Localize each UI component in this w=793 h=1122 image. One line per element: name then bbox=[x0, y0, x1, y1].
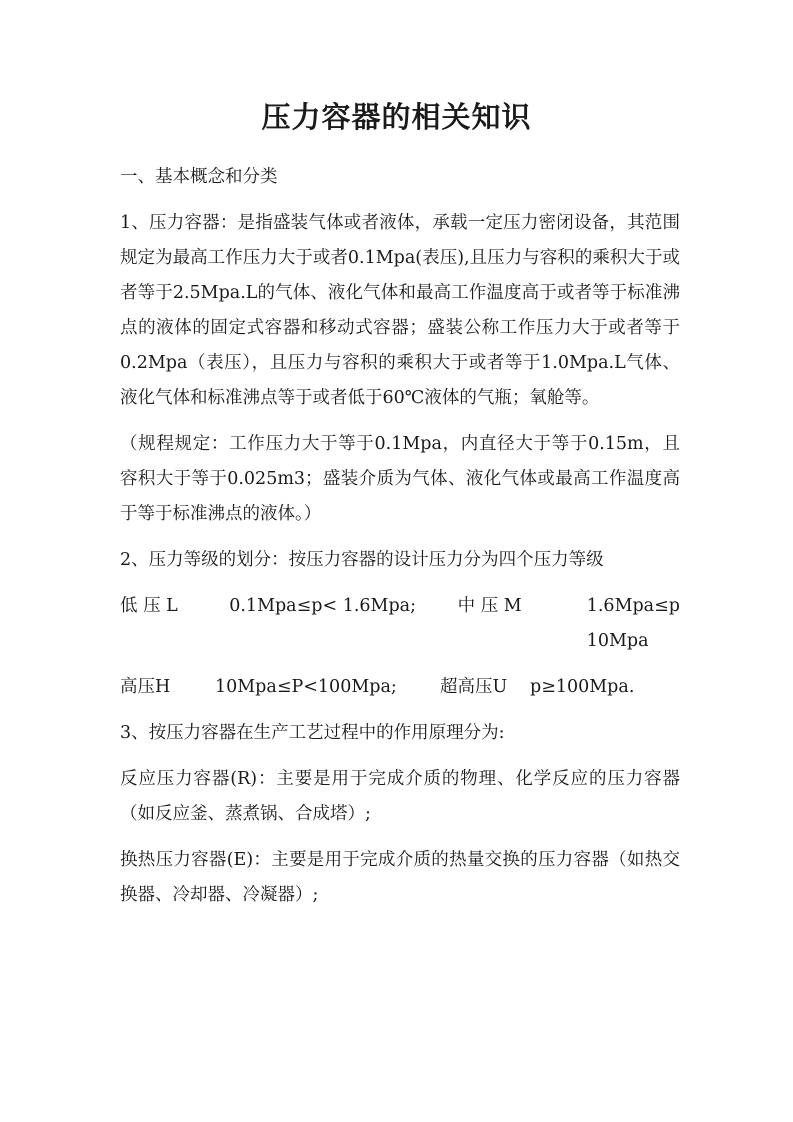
section-heading: 一、基本概念和分类 bbox=[120, 167, 278, 187]
paragraph-pressure-grades: 2、压力等级的划分：按压力容器的设计压力分为四个压力等级 bbox=[120, 550, 604, 570]
paragraph-heat-exchange-vessel: 换热压力容器(E)：主要是用于完成介质的热量交换的压力容器（如热交换器、冷却器、冷凝器）; bbox=[120, 850, 680, 905]
paragraph-regulation: （规程规定：工作压力大于等于0.1Mpa，内直径大于等于0.15m，且容积大于等于0.025m3；盛装介质为气体、液化气体或最高工作温度高于等于标准沸点的液体。） bbox=[120, 434, 680, 524]
grade-row-high-ultra bbox=[120, 670, 680, 705]
grade-ultra-label: 超高压U bbox=[440, 677, 508, 697]
grade-low-label: 低 压 L bbox=[120, 596, 178, 616]
grade-mid-label: 中 压 M bbox=[457, 596, 522, 616]
paragraph-definition: 1、压力容器：是指盛装气体或者液体，承载一定压力密闭设备，其范围规定为最高工作压力大于或者0.1Mpa(表压),且压力与容积的乘积大于或者等于2.5Mpa.L的气体、液化气体和最高工作温度高于或者等于标准沸点的液体的固定式容器和移动式容器；盛装公称工作压力大于或者等于0.2Mpa（表压），且压力与容积的乘积大于或者等于1.0Mpa.L气体、液化气体和标准沸点等于或者低于60℃液体的气瓶；氧舱等。 bbox=[120, 213, 680, 408]
page-title: 压力容器的相关知识 bbox=[261, 100, 532, 134]
grade-ultra-range: p≥100Mpa. bbox=[530, 677, 635, 697]
grade-high-label: 高压H bbox=[120, 677, 171, 697]
grade-low-range: 0.1Mpa≤p< 1.6Mpa; bbox=[229, 596, 416, 616]
paragraph-classification: 3、按压力容器在生产工艺过程中的作用原理分为: bbox=[120, 723, 505, 743]
paragraph-reaction-vessel: 反应压力容器(R)：主要是用于完成介质的物理、化学反应的压力容器（如反应釜、蒸煮锅、合成塔）; bbox=[120, 769, 680, 824]
document-body bbox=[120, 160, 680, 924]
grade-mid-range: 1.6Mpa≤p 10Mpa bbox=[586, 596, 680, 651]
grade-high-range: 10Mpa≤P<100Mpa; bbox=[215, 677, 397, 697]
grade-row-low-mid bbox=[120, 589, 680, 659]
